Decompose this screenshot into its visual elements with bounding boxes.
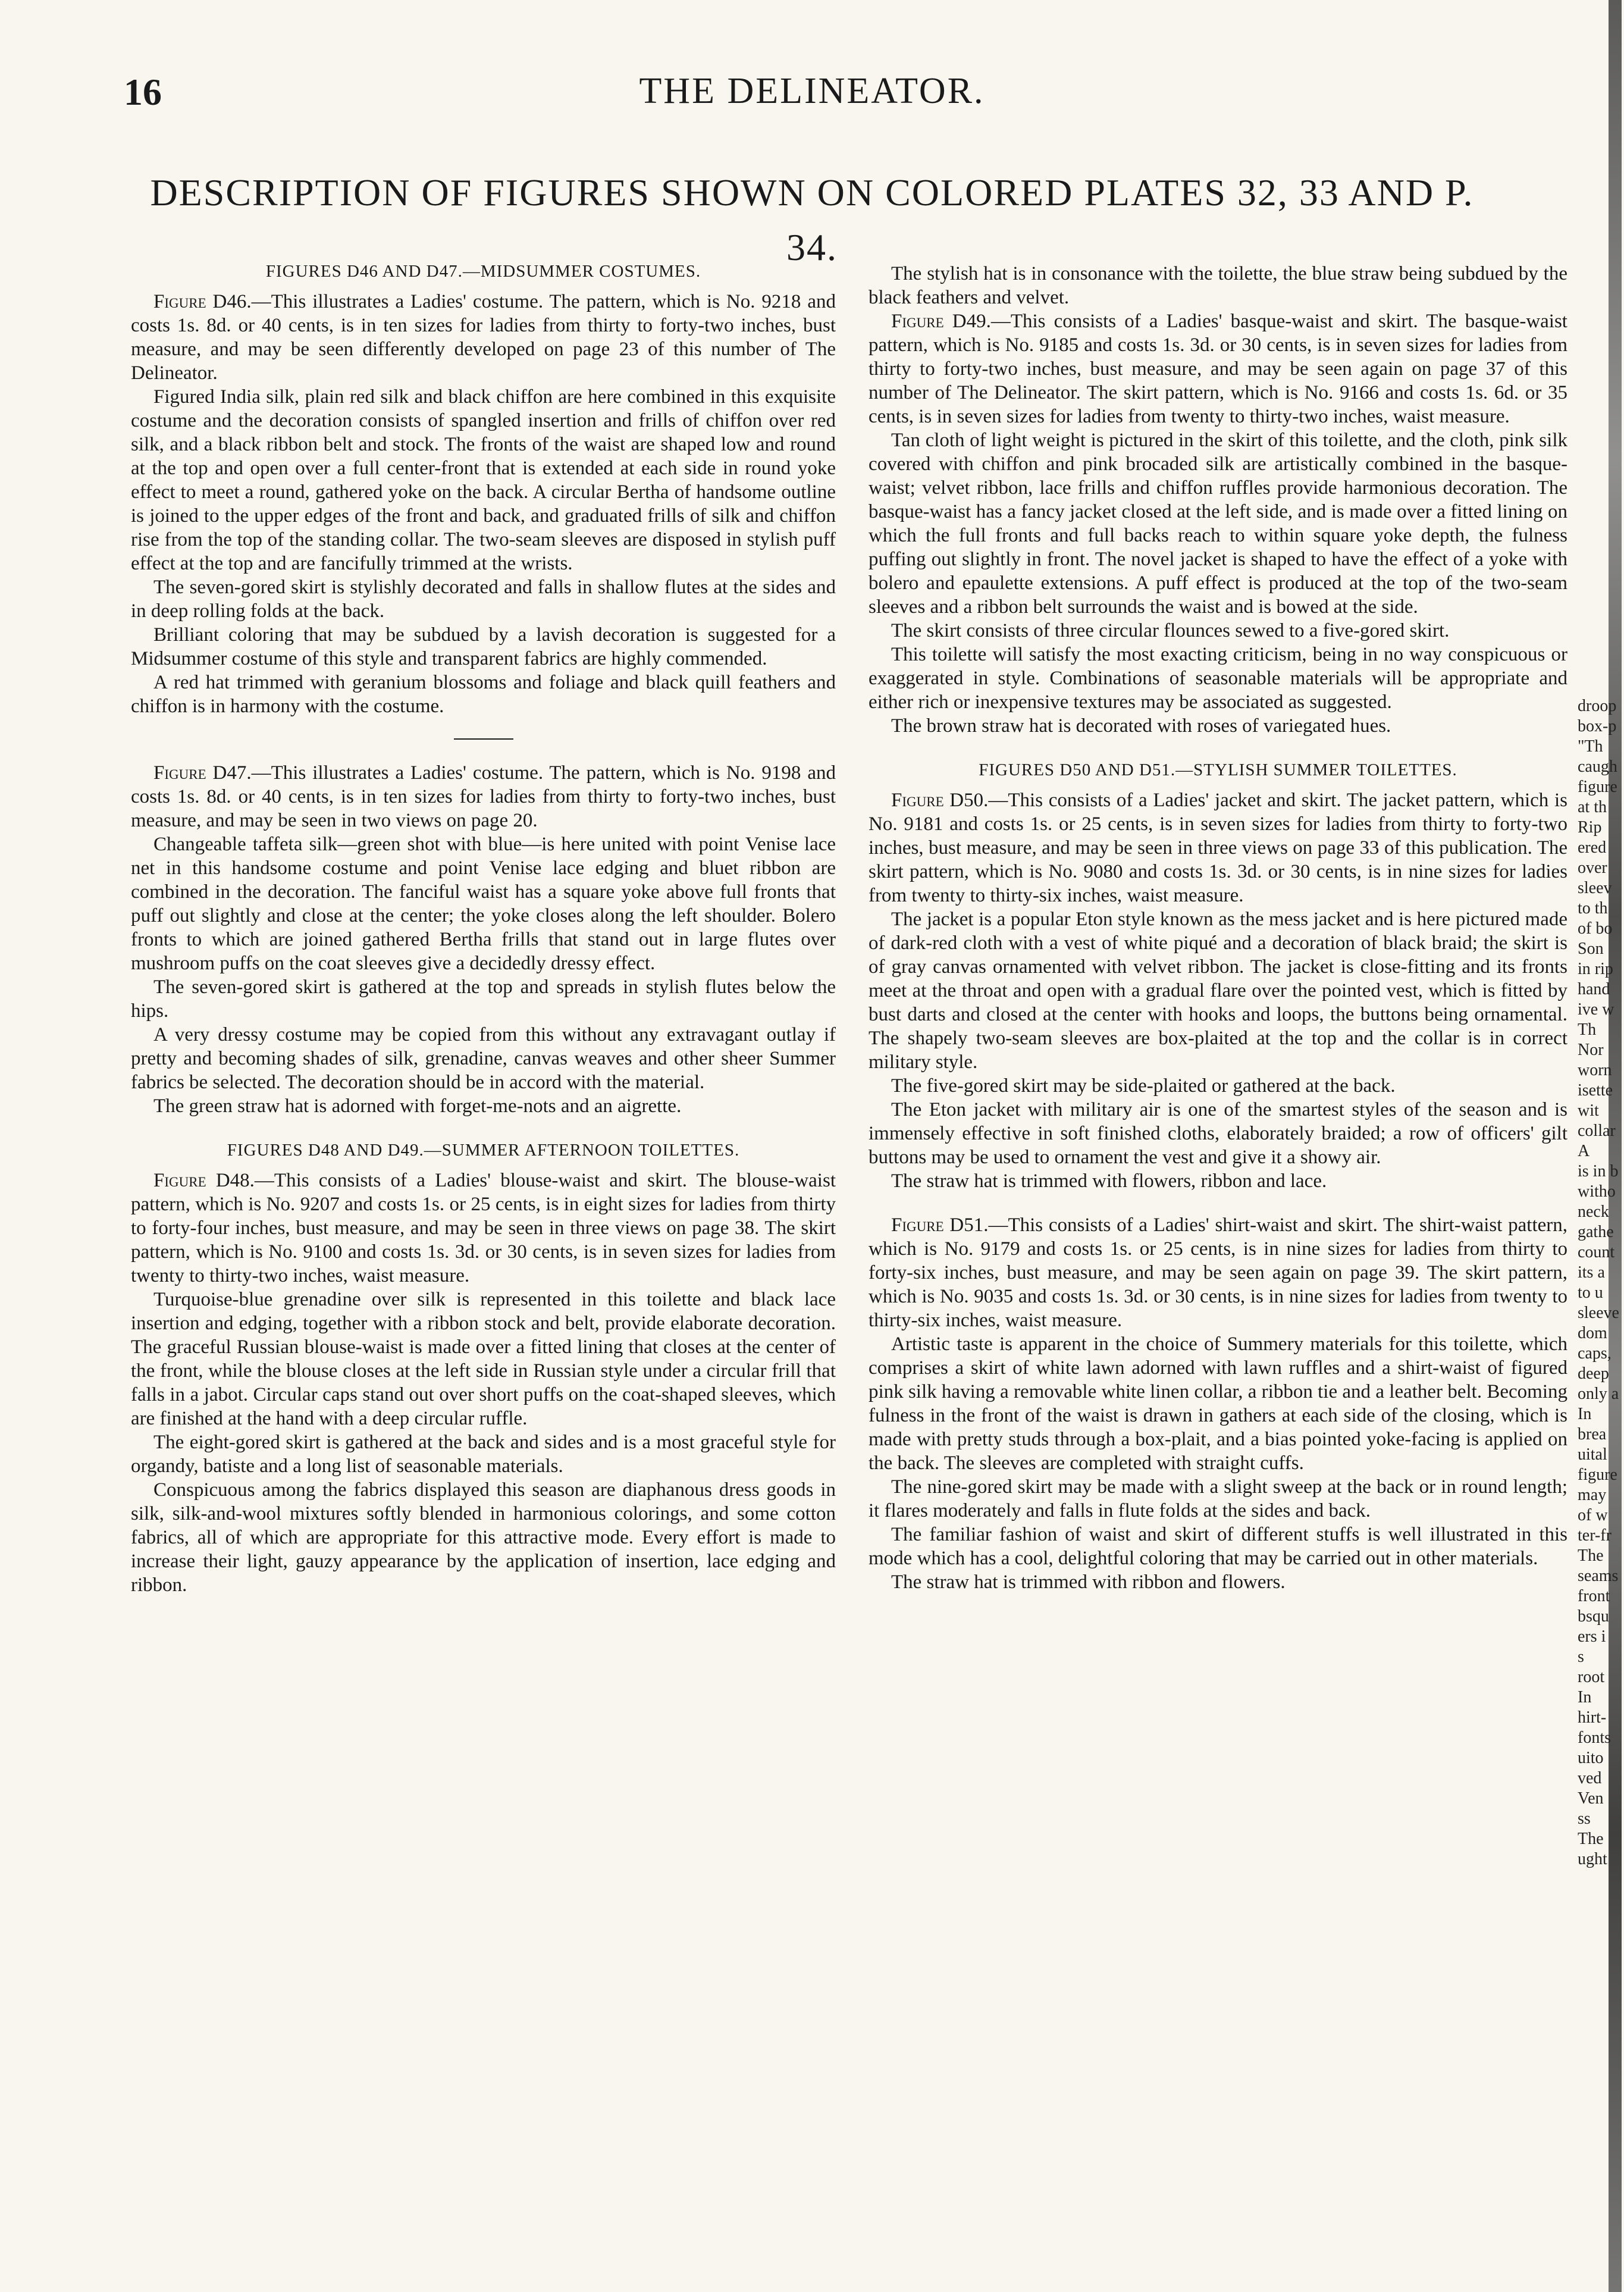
paragraph bbox=[131, 290, 836, 385]
paragraph: The skirt consists of three circular flounces sewed to a five-gored skirt. bbox=[891, 620, 1450, 641]
paragraph: Brilliant coloring that may be subdued by a lavish decoration is suggested for a Midsummer costume of this style and transparent fabrics are highly commended. bbox=[131, 624, 836, 669]
paragraph: The eight-gored skirt is gathered at the back and sides and is a most graceful style for organdy, batiste and a long list of seasonable materials. bbox=[131, 1432, 836, 1477]
paragraph: The five-gored skirt may be side-plaited or gathered at the back. bbox=[891, 1075, 1396, 1097]
bleed-text: droop box-p "Th caugh figure at th Rip ered over sleev to th of bo Son in rip hand ive w Th Nor worn isette wit collar A is in b witho neck gathe count its a to u sleeve dom caps, deep only a In brea uital figure may of w ter-fr The seams front bsqu ers i s root In hirt- fonts uito ved Ven ss The ught bbox=[1578, 697, 1619, 1868]
paragraph: The green straw hat is adorned with forget-me-nots and an aigrette. bbox=[153, 1095, 682, 1117]
paragraph: Changeable taffeta silk—green shot with blue—is here united with point Venise lace net in this handsome costume and point Venise lace edging and bluet ribbon are combined in the decoration. The fanciful waist has a square yoke above full fronts that puff out slightly and close at the center; the yoke closes along the left shoulder. Bolero fronts to which are joined gathered Bertha frills that stand out in large flutes over mushroom puffs on the coat sleeves give a decidedly dressy effect. bbox=[131, 834, 836, 974]
paragraph-text: —This consists of a Ladies' shirt-waist and skirt. The shirt-waist pattern, which is No. 9179 and costs 1s. or 25 cents, is in nine sizes for ladies from thirty to forty-six inches, bust measure, and may be seen again on page 39. The skirt pattern, which is No. 9035 and costs 1s. 3d. or 30 cents, is in nine sizes for ladies from twenty to thirty-six inches, waist measure. bbox=[869, 1214, 1567, 1331]
paragraph bbox=[869, 788, 1567, 907]
paragraph: The familiar fashion of waist and skirt of different stuffs is well illustrated in this mode which has a cool, delightful coloring that may be carried out in other materials. bbox=[869, 1524, 1567, 1569]
paragraph: The seven-gored skirt is gathered at the top and spreads in stylish flutes below the hips. bbox=[131, 976, 836, 1022]
article-title: DESCRIPTION OF FIGURES SHOWN ON COLORED PLATES 32, 33 AND P. 34. bbox=[150, 171, 1474, 268]
paragraph: The straw hat is trimmed with flowers, ribbon and lace. bbox=[891, 1170, 1327, 1192]
paragraph: This toilette will satisfy the most exacting criticism, being in no way conspicuous or exaggerated in style. Combinations of seasonable materials will be appropriate and either rich or inexpensive textures may be associated as suggested. bbox=[869, 644, 1567, 713]
figure-label: Figure D48. bbox=[153, 1170, 255, 1191]
paragraph-text: —This consists of a Ladies' basque-waist and skirt. The basque-waist pattern, which is No. 9185 and costs 1s. 3d. or 30 cents, is in seven sizes for ladies from thirty to forty-two inches, bust measure, and may be seen again on page 37 of this number of The Delineator. The skirt pattern, which is No. 9166 and costs 1s. 6d. or 35 cents, is in seven sizes for ladies from twenty to thirty-two inches, waist measure. bbox=[869, 311, 1567, 427]
paragraph-text: —This consists of a Ladies' blouse-waist and skirt. The blouse-waist pattern, which is No. 9207 and costs 1s. or 25 cents, is in eight sizes for ladies from thirty to forty-four inches, bust measure, and may be seen in three views on page 38. The skirt pattern, which is No. 9100 and costs 1s. 3d. or 30 cents, is in seven sizes for ladies from twenty to thirty-two inches, waist measure. bbox=[131, 1170, 836, 1286]
paragraph: A red hat trimmed with geranium blossoms and foliage and black quill feathers and chiffon is in harmony with the costume. bbox=[131, 672, 836, 717]
paragraph: The nine-gored skirt may be made with a slight sweep at the back or in round length; it flares moderately and falls in flute folds at the sides and back. bbox=[869, 1476, 1567, 1521]
paragraph: The Eton jacket with military air is one of the smartest styles of the season and is immensely effective in soft finished cloths, elaborately braided; a row of officers' gilt buttons may be used to ornament the vest and give it a showy air. bbox=[869, 1099, 1567, 1168]
figure-label: Figure D49. bbox=[891, 311, 991, 332]
paragraph: The straw hat is trimmed with ribbon and flowers. bbox=[891, 1571, 1286, 1593]
paragraph bbox=[869, 1213, 1567, 1332]
section-heading: FIGURES D48 AND D49.—SUMMER AFTERNOON TOILETTES. bbox=[227, 1141, 740, 1160]
paragraph-text: —This illustrates a Ladies' costume. The pattern, which is No. 9198 and costs 1s. 8d. or 40 cents, is in ten sizes for ladies from thirty to forty-two inches, bust measure, and may be seen in two views on page 20. bbox=[131, 762, 836, 831]
paragraph: Figured India silk, plain red silk and black chiffon are here combined in this exquisite costume and the decoration consists of spangled insertion and frills of chiffon over red silk, and a black ribbon belt and stock. The fronts of the waist are shaped low and round at the top and open over a full center-front that is extended at each side in round yoke effect to meet a round, gathered yoke on the back. A circular Bertha of handsome outline is joined to the upper edges of the front and back, and graduated frills of silk and chiffon rise from the top of the standing collar. The two-seam sleeves are disposed in stylish puff effect at the top and are fancifully trimmed at the wrists. bbox=[131, 386, 836, 574]
paragraph: Conspicuous among the fabrics displayed this season are diaphanous dress goods in silk, silk-and-wool mixtures softly blended in harmonious colorings, and some cotton fabrics, all of which are appropriate for this attractive mode. Every effort is made to increase their light, gauzy appearance by the application of insertion, lace edging and ribbon. bbox=[131, 1479, 836, 1596]
figure-label: Figure D46. bbox=[153, 291, 252, 312]
paragraph: The stylish hat is in consonance with the toilette, the blue straw being subdued by the black feathers and velvet. bbox=[869, 263, 1567, 308]
paragraph: The seven-gored skirt is stylishly decorated and falls in shallow flutes at the sides and in deep rolling folds at the back. bbox=[131, 577, 836, 622]
margin-bleed bbox=[1575, 0, 1624, 2292]
left-column bbox=[131, 262, 836, 1597]
section-heading: FIGURES D50 AND D51.—STYLISH SUMMER TOILETTES. bbox=[979, 760, 1457, 779]
figure-label: Figure D47. bbox=[153, 762, 252, 784]
figure-label: Figure D51. bbox=[891, 1214, 989, 1236]
paragraph: Turquoise-blue grenadine over silk is represented in this toilette and black lace insertion and edging, together with a ribbon stock and belt, provide elaborate decoration. The graceful Russian blouse-waist is made over a fitted lining that closes at the center of the front, while the blouse closes at the left side in Russian style under a circular frill that falls in a jabot. Circular caps stand out over short puffs on the coat-shaped sleeves, which are finished at the hand with a deep circular ruffle. bbox=[131, 1289, 836, 1429]
right-column bbox=[869, 262, 1567, 1594]
paragraph bbox=[131, 761, 836, 832]
figure-label: Figure D50. bbox=[891, 790, 989, 811]
running-head: THE DELINEATOR. bbox=[639, 71, 985, 111]
paragraph: Artistic taste is apparent in the choice of Summery materials for this toilette, which comprises a skirt of white lawn adorned with lawn ruffles and a shirt-waist of figured pink silk having a removable white linen collar, a ribbon tie and a leather belt. Becoming fulness in the front of the waist is drawn in gathers at each side of the closing, which is made with pretty studs through a box-plait, and a bias pointed yoke-facing is applied on the back. The sleeves are completed with straight cuffs. bbox=[869, 1333, 1567, 1474]
paragraph: A very dressy costume may be copied from this without any extravagant outlay if pretty and becoming shades of silk, grenadine, canvas weaves and other sheer Summer fabrics be selected. The decoration should be in accord with the material. bbox=[131, 1024, 836, 1093]
divider bbox=[454, 738, 513, 740]
section-heading: FIGURES D46 AND D47.—MIDSUMMER COSTUMES. bbox=[265, 262, 701, 281]
paragraph bbox=[869, 309, 1567, 428]
paragraph: The brown straw hat is decorated with roses of variegated hues. bbox=[891, 715, 1391, 737]
paragraph: The jacket is a popular Eton style known as the mess jacket and is here pictured made of dark-red cloth with a vest of white piqué and a decoration of black braid; the skirt is of gray canvas ornamented with velvet ribbon. The jacket is close-fitting and its fronts meet at the throat and open with a gradual flare over the pointed vest, which is fitted by bust darts and closed at the center with hooks and loops, the buttons being ornamental. The shapely two-seam sleeves are box-plaited at the top and the collar is in correct military style. bbox=[869, 909, 1567, 1073]
paragraph-text: —This illustrates a Ladies' costume. The pattern, which is No. 9218 and costs 1s. 8d. or 40 cents, is in ten sizes for ladies from thirty to forty-two inches, bust measure, and may be seen differently developed on page 23 of this number of The Delineator. bbox=[131, 291, 836, 384]
paragraph: Tan cloth of light weight is pictured in the skirt of this toilette, and the cloth, pink silk covered with chiffon and pink brocaded silk are artistically combined in the basque-waist; velvet ribbon, lace frills and chiffon ruffles provide harmonious decoration. The basque-waist has a fancy jacket closed at the left side, and is made over a fitted lining on which the full fronts and full backs reach to within square yoke depth, the fulness puffing out slightly in front. The novel jacket is shaped to have the effect of a yoke with bolero and epaulette extensions. A puff effect is produced at the top of the two-seam sleeves and a ribbon belt surrounds the waist and is bowed at the side. bbox=[869, 430, 1567, 618]
paragraph-text: —This consists of a Ladies' jacket and skirt. The jacket pattern, which is No. 9181 and costs 1s. or 25 cents, is in seven sizes for ladies from thirty to forty-two inches, bust measure, and may be seen in three views on page 33 of this publication. The skirt pattern, which is No. 9080 and costs 1s. 3d. or 30 cents, is in nine sizes for ladies from twenty to thirty-six inches, waist measure. bbox=[869, 790, 1567, 906]
page-number: 16 bbox=[124, 71, 162, 113]
paragraph bbox=[131, 1169, 836, 1288]
